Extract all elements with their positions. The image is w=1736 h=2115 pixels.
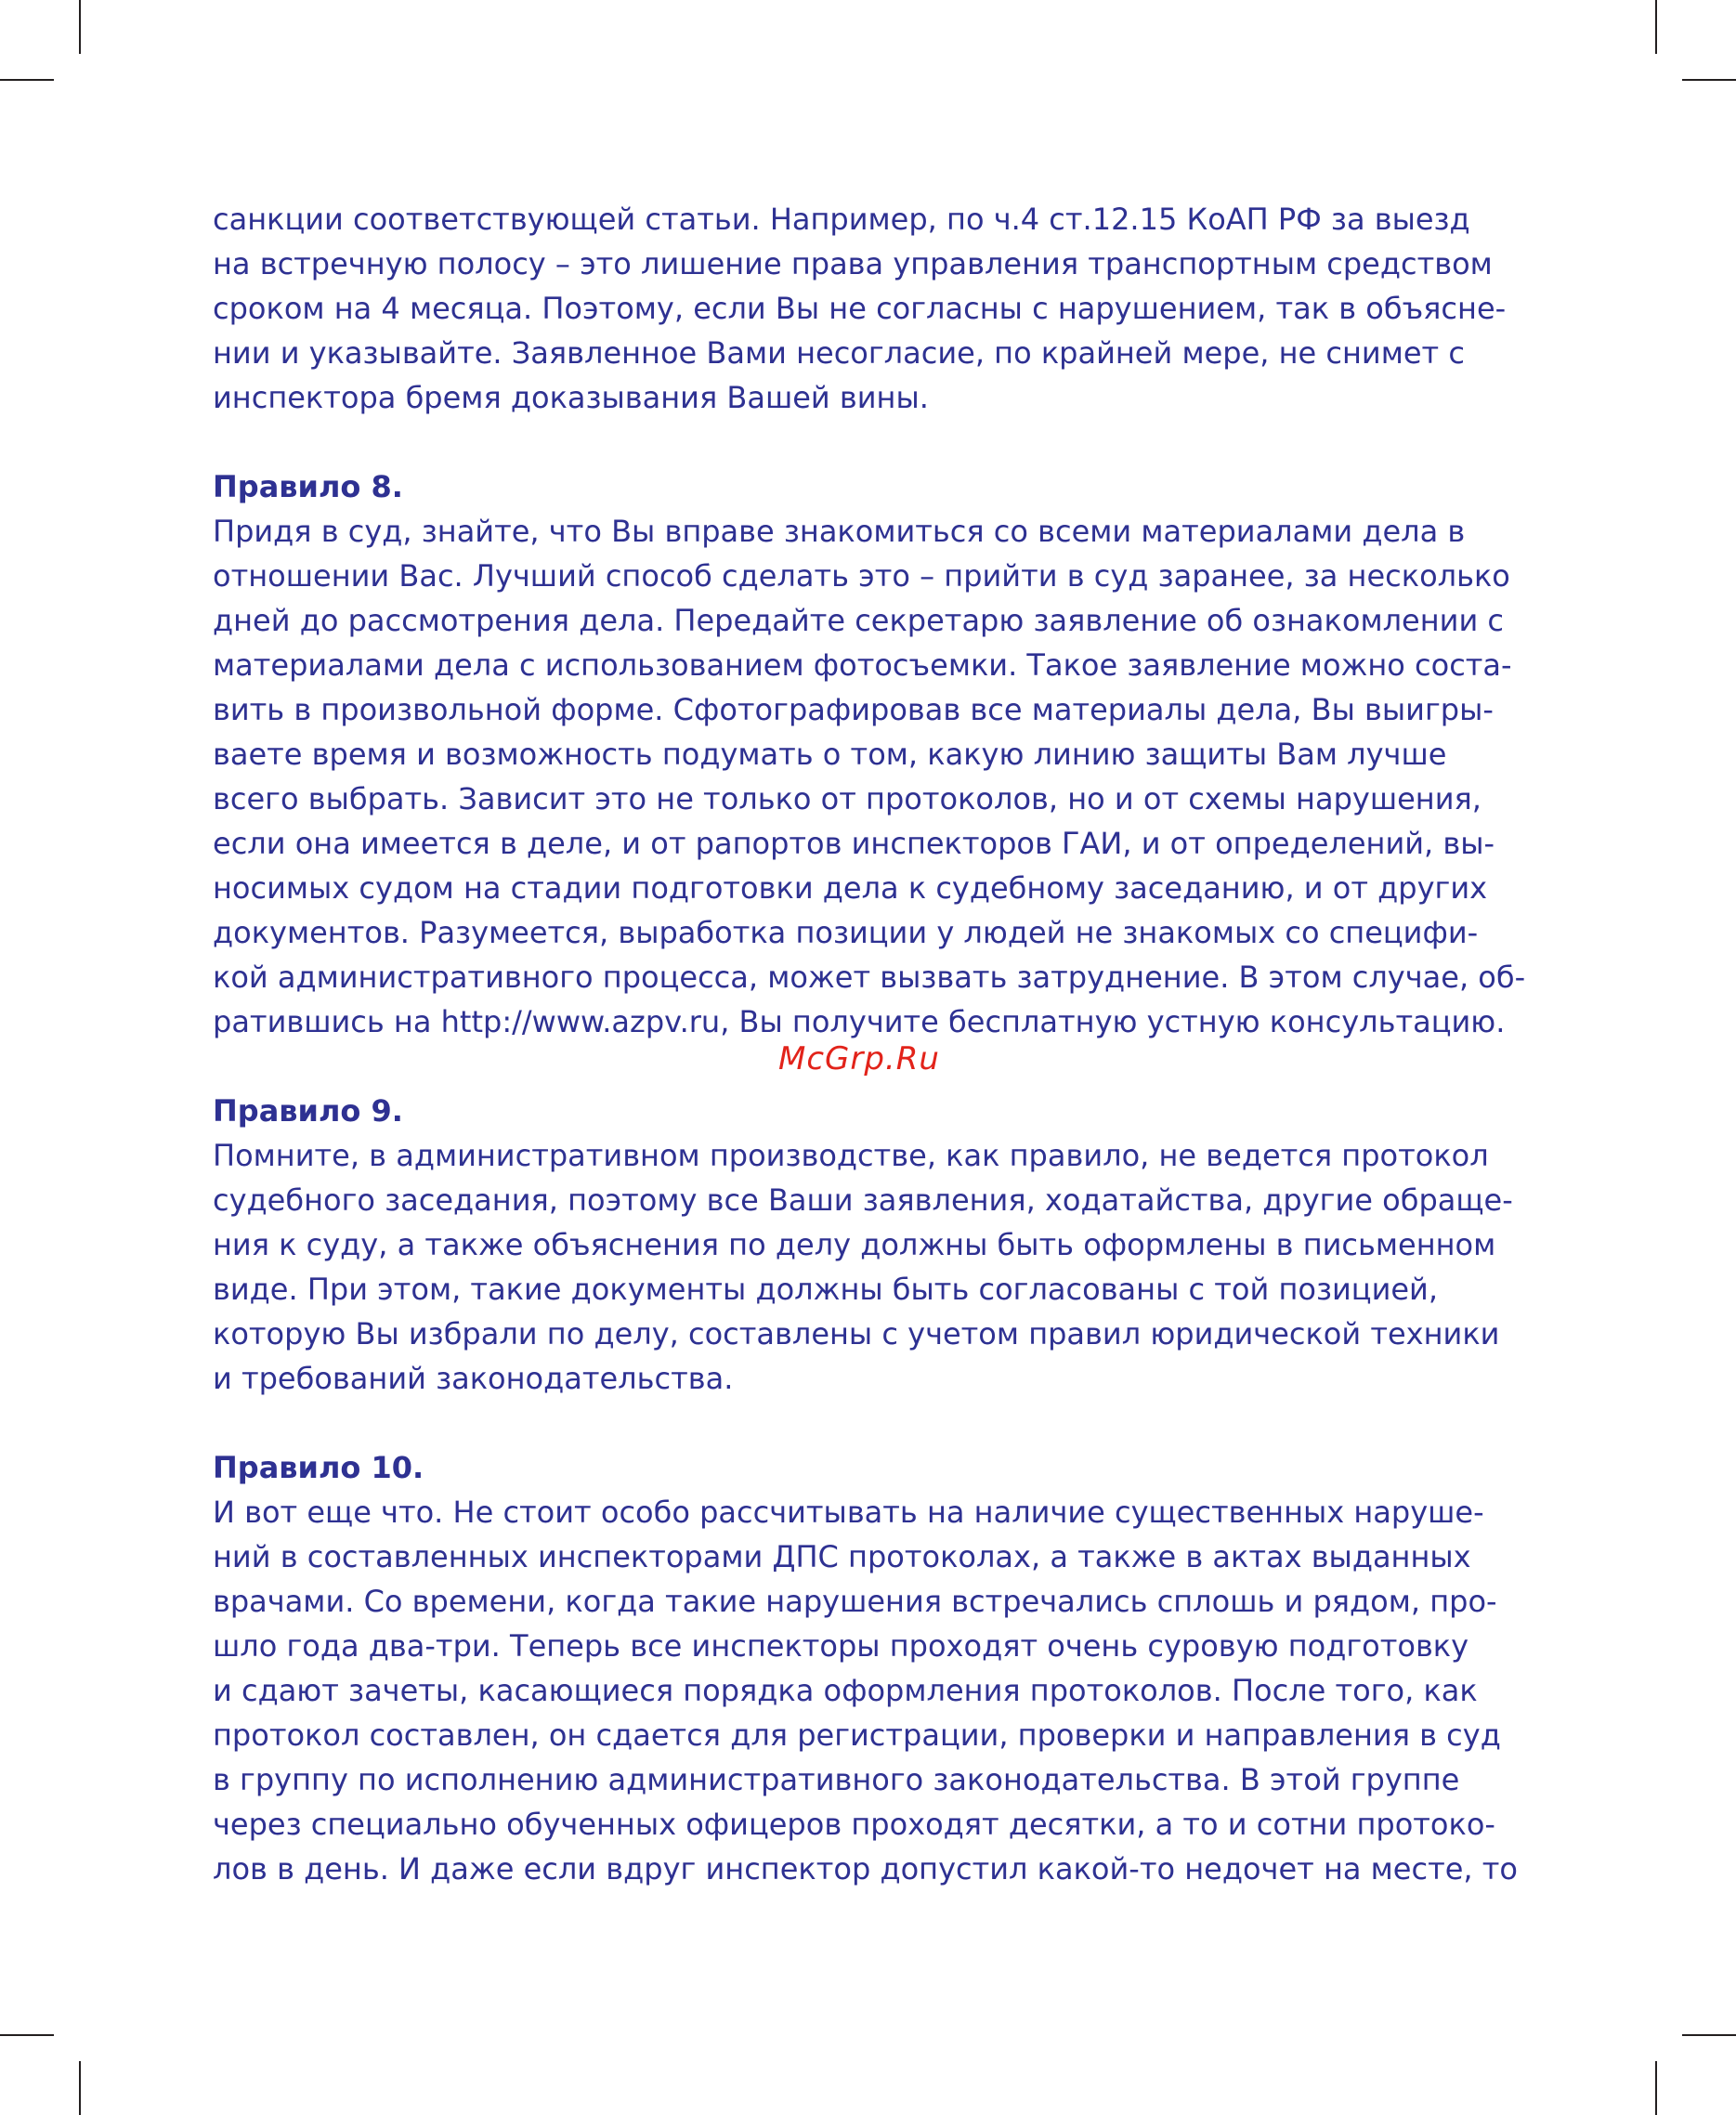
rule-10-line: ний в составленных инспекторами ДПС протоколах, а также в актах выданных: [213, 1539, 1471, 1574]
section-spacer: [213, 420, 1532, 464]
crop-mark-top-left-horizontal: [0, 79, 54, 81]
rule-10-line: лов в день. И даже если вдруг инспектор допустил какой-то недочет на месте, то: [213, 1851, 1518, 1887]
rule-10-line: протокол составлен, он сдается для регистрации, проверки и направления в суд: [213, 1717, 1501, 1753]
rule-8-line: кой административного процесса, может вызвать затруднение. В этом случае, об-: [213, 960, 1526, 995]
rule-8-section: [213, 464, 1532, 1044]
rule-8-line: всего выбрать. Зависит это не только от протоколов, но и от схемы нарушения,: [213, 781, 1481, 816]
rule-8-line: дней до рассмотрения дела. Передайте секретарю заявление об ознакомлении с: [213, 603, 1504, 638]
rule-10-line: и сдают зачеты, касающиеся порядка оформления протоколов. После того, как: [213, 1673, 1478, 1708]
rule-8-line: отношении Вас. Лучший способ сделать это – прийти в суд заранее, за несколько: [213, 558, 1510, 594]
rule-10-line: в группу по исполнению административного законодательства. В этой группе: [213, 1762, 1460, 1797]
crop-mark-bottom-right-horizontal: [1682, 2034, 1736, 2036]
rule-9-line: ния к суду, а также объяснения по делу должны быть оформлены в письменном: [213, 1227, 1496, 1262]
rule-8-line: носимых судом на стадии подготовки дела к судебному заседанию, и от других: [213, 870, 1488, 906]
rule-8-line: материалами дела с использованием фотосъемки. Такое заявление можно соста-: [213, 647, 1512, 683]
intro-paragraph: [213, 197, 1532, 420]
rule-9-line: виде. При этом, такие документы должны быть согласованы с той позицией,: [213, 1272, 1439, 1307]
intro-line: на встречную полосу – это лишение права управления транспортным средством: [213, 246, 1493, 281]
rule-8-line: документов. Разумеется, выработка позиции у людей не знакомых со специфи-: [213, 915, 1479, 950]
rule-9-line: Помните, в административном производстве, как правило, не ведется протокол: [213, 1138, 1489, 1173]
crop-mark-top-right-vertical: [1655, 0, 1657, 54]
rule-9-section: [213, 1089, 1532, 1401]
rule-8-line: если она имеется в деле, и от рапортов инспекторов ГАИ, и от определений, вы-: [213, 826, 1495, 861]
rule-9-heading: Правило 9.: [213, 1093, 403, 1129]
rule-10-heading: Правило 10.: [213, 1450, 424, 1485]
intro-line: сроком на 4 месяца. Поэтому, если Вы не согласны с нарушением, так в объясне-: [213, 291, 1507, 326]
watermark-text: McGrp.Ru: [778, 1040, 940, 1077]
rule-10-line: И вот еще что. Не стоит особо рассчитывать на наличие существенных наруше-: [213, 1495, 1484, 1530]
crop-mark-bottom-left-horizontal: [0, 2034, 54, 2036]
rule-8-heading: Правило 8.: [213, 469, 403, 504]
rule-8-line: ратившись на http://www.azpv.ru, Вы получите бесплатную устную консультацию.: [213, 1004, 1506, 1039]
rule-9-line: которую Вы избрали по делу, составлены с учетом правил юридической техники: [213, 1316, 1500, 1351]
rule-8-line: ваете время и возможность подумать о том, какую линию защиты Вам лучше: [213, 737, 1447, 772]
rule-9-line: и требований законодательства.: [213, 1361, 734, 1396]
rule-8-line: вить в произвольной форме. Сфотографировав все материалы дела, Вы выигры-: [213, 692, 1494, 727]
crop-mark-bottom-left-vertical: [79, 2061, 81, 2115]
rule-9-line: судебного заседания, поэтому все Ваши заявления, ходатайства, другие обраще-: [213, 1182, 1513, 1218]
rule-10-line: шло года два-три. Теперь все инспекторы проходят очень суровую подготовку: [213, 1628, 1469, 1664]
intro-line: нии и указывайте. Заявленное Вами несогласие, по крайней мере, не снимет с: [213, 335, 1465, 371]
crop-mark-bottom-right-vertical: [1655, 2061, 1657, 2115]
crop-mark-top-right-horizontal: [1682, 79, 1736, 81]
rule-10-section: [213, 1445, 1532, 1891]
crop-mark-top-left-vertical: [79, 0, 81, 54]
rule-8-line: Придя в суд, знайте, что Вы вправе знакомиться со всеми материалами дела в: [213, 514, 1466, 549]
rule-10-line: через специально обученных офицеров проходят десятки, а то и сотни протоко-: [213, 1807, 1495, 1842]
intro-line: санкции соответствующей статьи. Например, по ч.4 ст.12.15 КоАП РФ за выезд: [213, 202, 1470, 237]
rule-10-line: врачами. Со времени, когда такие нарушения встречались сплошь и рядом, про-: [213, 1584, 1497, 1619]
intro-line: инспектора бремя доказывания Вашей вины.: [213, 380, 929, 415]
section-spacer: [213, 1401, 1532, 1445]
